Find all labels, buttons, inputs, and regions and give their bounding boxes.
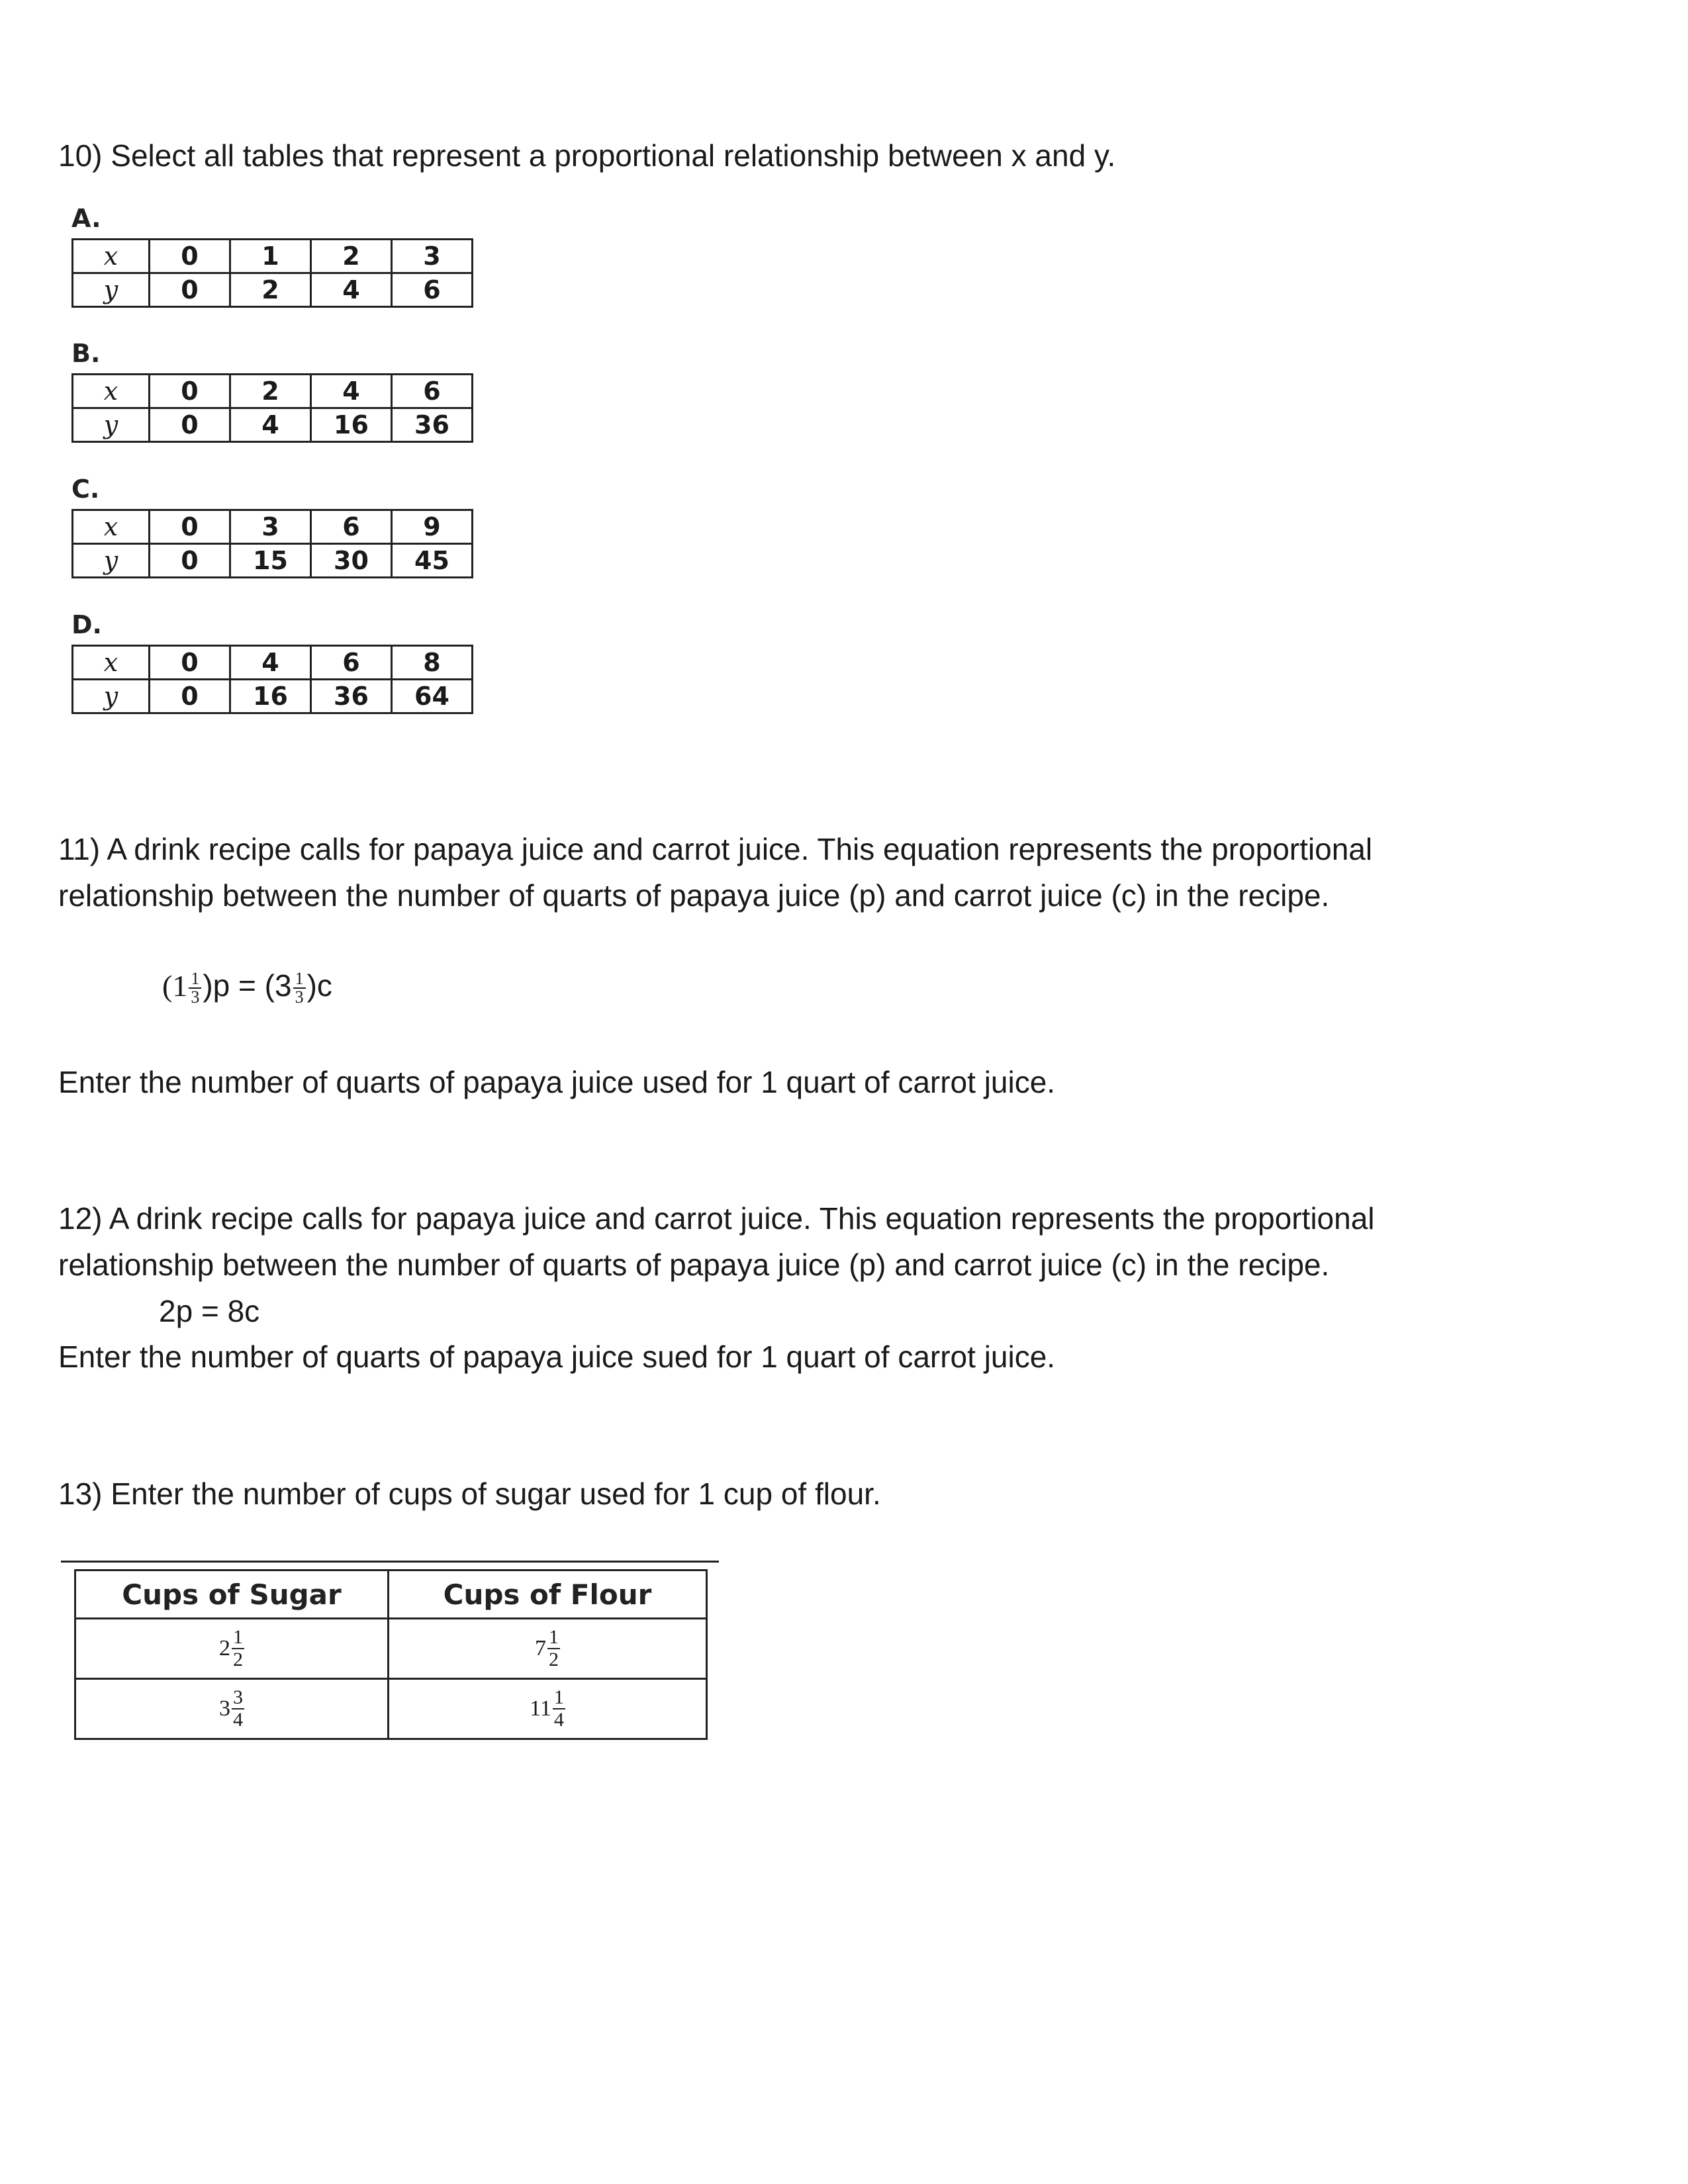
x-cell: 2: [230, 375, 311, 408]
question-11-prompt: Enter the number of quarts of papaya juice used for 1 quart of carrot juice.: [58, 1065, 1056, 1099]
whole-number: 3: [219, 1696, 230, 1721]
table-option-b: [71, 373, 473, 443]
x-cell: 4: [311, 375, 392, 408]
x-cell: 1: [230, 240, 311, 273]
fraction-one-third-a: [189, 970, 201, 1006]
question-11-line-1: 11) A drink recipe calls for papaya juice and carrot juice. This equation represents the proportional: [58, 832, 1373, 866]
x-cell: 2: [311, 240, 392, 273]
y-cell: 0: [150, 680, 230, 713]
flour-cell: [389, 1679, 707, 1739]
flour-header: Cups of Flour: [389, 1570, 707, 1619]
sugar-cell: [75, 1679, 389, 1739]
y-label-cell: y: [73, 680, 150, 713]
y-label-cell: y: [73, 273, 150, 307]
y-cell: 0: [150, 273, 230, 307]
table-option-c: [71, 509, 473, 578]
option-a-label: A.: [71, 204, 101, 233]
option-b-label: B.: [71, 339, 101, 368]
y-cell: 15: [230, 544, 311, 578]
fraction-numerator: 3: [233, 1686, 243, 1708]
x-label-cell: x: [73, 646, 150, 680]
y-cell: 4: [311, 273, 392, 307]
y-cell: 4: [230, 408, 311, 442]
table-header-row: [75, 1570, 707, 1619]
fraction-denominator: 3: [191, 987, 200, 1007]
question-13-text: 13) Enter the number of cups of sugar used for 1 cup of flour.: [58, 1477, 881, 1511]
fraction: [232, 1627, 244, 1670]
question-12-prompt: Enter the number of quarts of papaya juice sued for 1 quart of carrot juice.: [58, 1340, 1056, 1374]
y-cell: 64: [392, 680, 473, 713]
y-cell: 6: [392, 273, 473, 307]
table-option-a: [71, 238, 473, 308]
y-cell: 30: [311, 544, 392, 578]
x-cell: 0: [150, 646, 230, 680]
x-label-cell: x: [73, 375, 150, 408]
table-top-rule: [61, 1561, 719, 1563]
table-row: [73, 510, 473, 544]
fraction-denominator: 2: [233, 1649, 243, 1670]
whole-number: 11: [530, 1696, 551, 1721]
fraction-numerator: 1: [553, 1686, 564, 1708]
x-cell: 0: [150, 375, 230, 408]
x-cell: 3: [230, 510, 311, 544]
y-cell: 36: [311, 680, 392, 713]
equation-open-1: (1: [162, 969, 188, 1003]
option-d-label: D.: [71, 610, 102, 639]
y-cell: 0: [150, 408, 230, 442]
fraction-one-third-b: [293, 970, 306, 1006]
fraction-denominator: 4: [233, 1709, 243, 1731]
fraction: [547, 1627, 560, 1670]
table-row: [75, 1679, 707, 1739]
fraction-denominator: 3: [295, 987, 304, 1007]
y-cell: 16: [311, 408, 392, 442]
table-row: [73, 544, 473, 578]
y-cell: 0: [150, 544, 230, 578]
fraction-numerator: 1: [293, 970, 306, 989]
x-cell: 6: [392, 375, 473, 408]
fraction-numerator: 1: [189, 970, 201, 989]
question-12-line-1: 12) A drink recipe calls for papaya juice and carrot juice. This equation represents the proportional: [58, 1201, 1375, 1236]
table-row: [73, 240, 473, 273]
fraction: [232, 1687, 244, 1731]
x-cell: 0: [150, 510, 230, 544]
x-cell: 6: [311, 510, 392, 544]
x-label-cell: x: [73, 240, 150, 273]
x-cell: 9: [392, 510, 473, 544]
fraction-numerator: 1: [549, 1626, 559, 1648]
whole-number: 7: [535, 1636, 546, 1661]
table-row: [75, 1619, 707, 1679]
equation-middle: )p = (3: [203, 968, 292, 1003]
y-cell: 16: [230, 680, 311, 713]
table-row: [73, 273, 473, 307]
question-12-equation: 2p = 8c: [159, 1294, 260, 1328]
x-cell: 3: [392, 240, 473, 273]
equation-close: )c: [306, 968, 332, 1003]
question-11-equation: [162, 968, 332, 1006]
option-c-label: C.: [71, 475, 100, 504]
sugar-header: Cups of Sugar: [75, 1570, 389, 1619]
table-row: [73, 375, 473, 408]
x-cell: 4: [230, 646, 311, 680]
question-11-line-2: relationship between the number of quarts of papaya juice (p) and carrot juice (c) in the recipe.: [58, 878, 1330, 913]
sugar-cell: [75, 1619, 389, 1679]
y-cell: 36: [392, 408, 473, 442]
sugar-flour-table: [74, 1569, 708, 1740]
question-12-line-2: relationship between the number of quarts of papaya juice (p) and carrot juice (c) in the recipe.: [58, 1248, 1330, 1282]
fraction-denominator: 2: [549, 1649, 559, 1670]
fraction-denominator: 4: [553, 1709, 564, 1731]
table-option-d: [71, 645, 473, 714]
y-cell: 45: [392, 544, 473, 578]
fraction: [553, 1687, 565, 1731]
question-10-text: 10) Select all tables that represent a proportional relationship between x and y.: [58, 138, 1116, 173]
x-cell: 0: [150, 240, 230, 273]
x-label-cell: x: [73, 510, 150, 544]
flour-cell: [389, 1619, 707, 1679]
table-row: [73, 680, 473, 713]
fraction-numerator: 1: [233, 1626, 243, 1648]
x-cell: 8: [392, 646, 473, 680]
y-cell: 2: [230, 273, 311, 307]
table-row: [73, 646, 473, 680]
table-row: [73, 408, 473, 442]
y-label-cell: y: [73, 408, 150, 442]
y-label-cell: y: [73, 544, 150, 578]
whole-number: 2: [219, 1636, 230, 1661]
x-cell: 6: [311, 646, 392, 680]
